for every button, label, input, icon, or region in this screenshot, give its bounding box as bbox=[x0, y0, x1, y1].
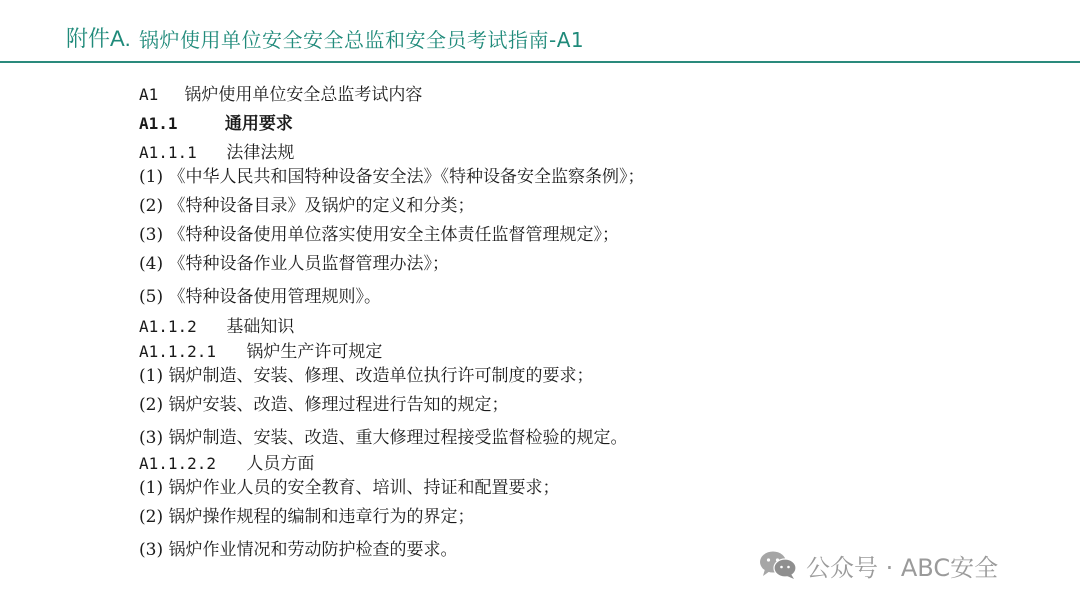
header-divider bbox=[0, 61, 1080, 63]
section-a1-1-1 bbox=[139, 140, 1019, 165]
document-body bbox=[139, 82, 1019, 563]
section-code: A1.1 bbox=[139, 114, 178, 133]
section-title: 锅炉使用单位安全总监考试内容 bbox=[184, 85, 423, 105]
list-item: (5) 《特种设备使用管理规则》。 bbox=[139, 287, 381, 307]
page-header bbox=[0, 0, 1080, 62]
section-title: 锅炉生产许可规定 bbox=[246, 342, 383, 362]
list-item: (3) 《特种设备使用单位落实使用安全主体责任监督管理规定》； bbox=[139, 225, 619, 245]
section-code: A1.1.1 bbox=[139, 143, 197, 162]
list-item: (1) 锅炉作业人员的安全教育、培训、持证和配置要求； bbox=[139, 478, 560, 498]
wechat-icon bbox=[758, 550, 798, 580]
section-a1-1-2-2 bbox=[139, 451, 1019, 476]
section-a1-1-2 bbox=[139, 314, 1019, 339]
list-item: (2) 锅炉安装、改造、修理过程进行告知的规定； bbox=[139, 395, 509, 415]
section-a1 bbox=[139, 82, 1019, 107]
section-title: 人员方面 bbox=[246, 454, 315, 474]
section-a1-1-2-1 bbox=[139, 339, 1019, 364]
section-code: A1 bbox=[139, 85, 159, 104]
header-prefix: 附件A. bbox=[66, 26, 131, 51]
section-code: A1.1.2.2 bbox=[139, 454, 217, 473]
list-item: (2) 锅炉操作规程的编制和违章行为的界定； bbox=[139, 507, 475, 527]
list-item: (1) 《中华人民共和国特种设备安全法》《特种设备安全监察条例》； bbox=[139, 167, 645, 187]
watermark-text: 公众号 · ABC安全 bbox=[806, 553, 999, 582]
section-title: 法律法规 bbox=[226, 143, 295, 163]
section-code: A1.1.2.1 bbox=[139, 342, 217, 361]
list-item: (4) 《特种设备作业人员监督管理办法》； bbox=[139, 254, 449, 274]
list-item: (1) 锅炉制造、安装、修理、改造单位执行许可制度的要求； bbox=[139, 366, 594, 386]
list-item: (3) 锅炉制造、安装、改造、重大修理过程接受监督检验的规定。 bbox=[139, 428, 628, 448]
section-a1-1 bbox=[139, 111, 1019, 136]
list-item: (2) 《特种设备目录》及锅炉的定义和分类； bbox=[139, 196, 475, 216]
watermark bbox=[758, 548, 998, 582]
list-item: (3) 锅炉作业情况和劳动防护检查的要求。 bbox=[139, 540, 458, 560]
page-title: 锅炉使用单位安全安全总监和安全员考试指南-A1 bbox=[139, 28, 585, 52]
section-code: A1.1.2 bbox=[139, 317, 197, 336]
section-title: 基础知识 bbox=[226, 317, 295, 337]
section-title: 通用要求 bbox=[224, 114, 293, 134]
